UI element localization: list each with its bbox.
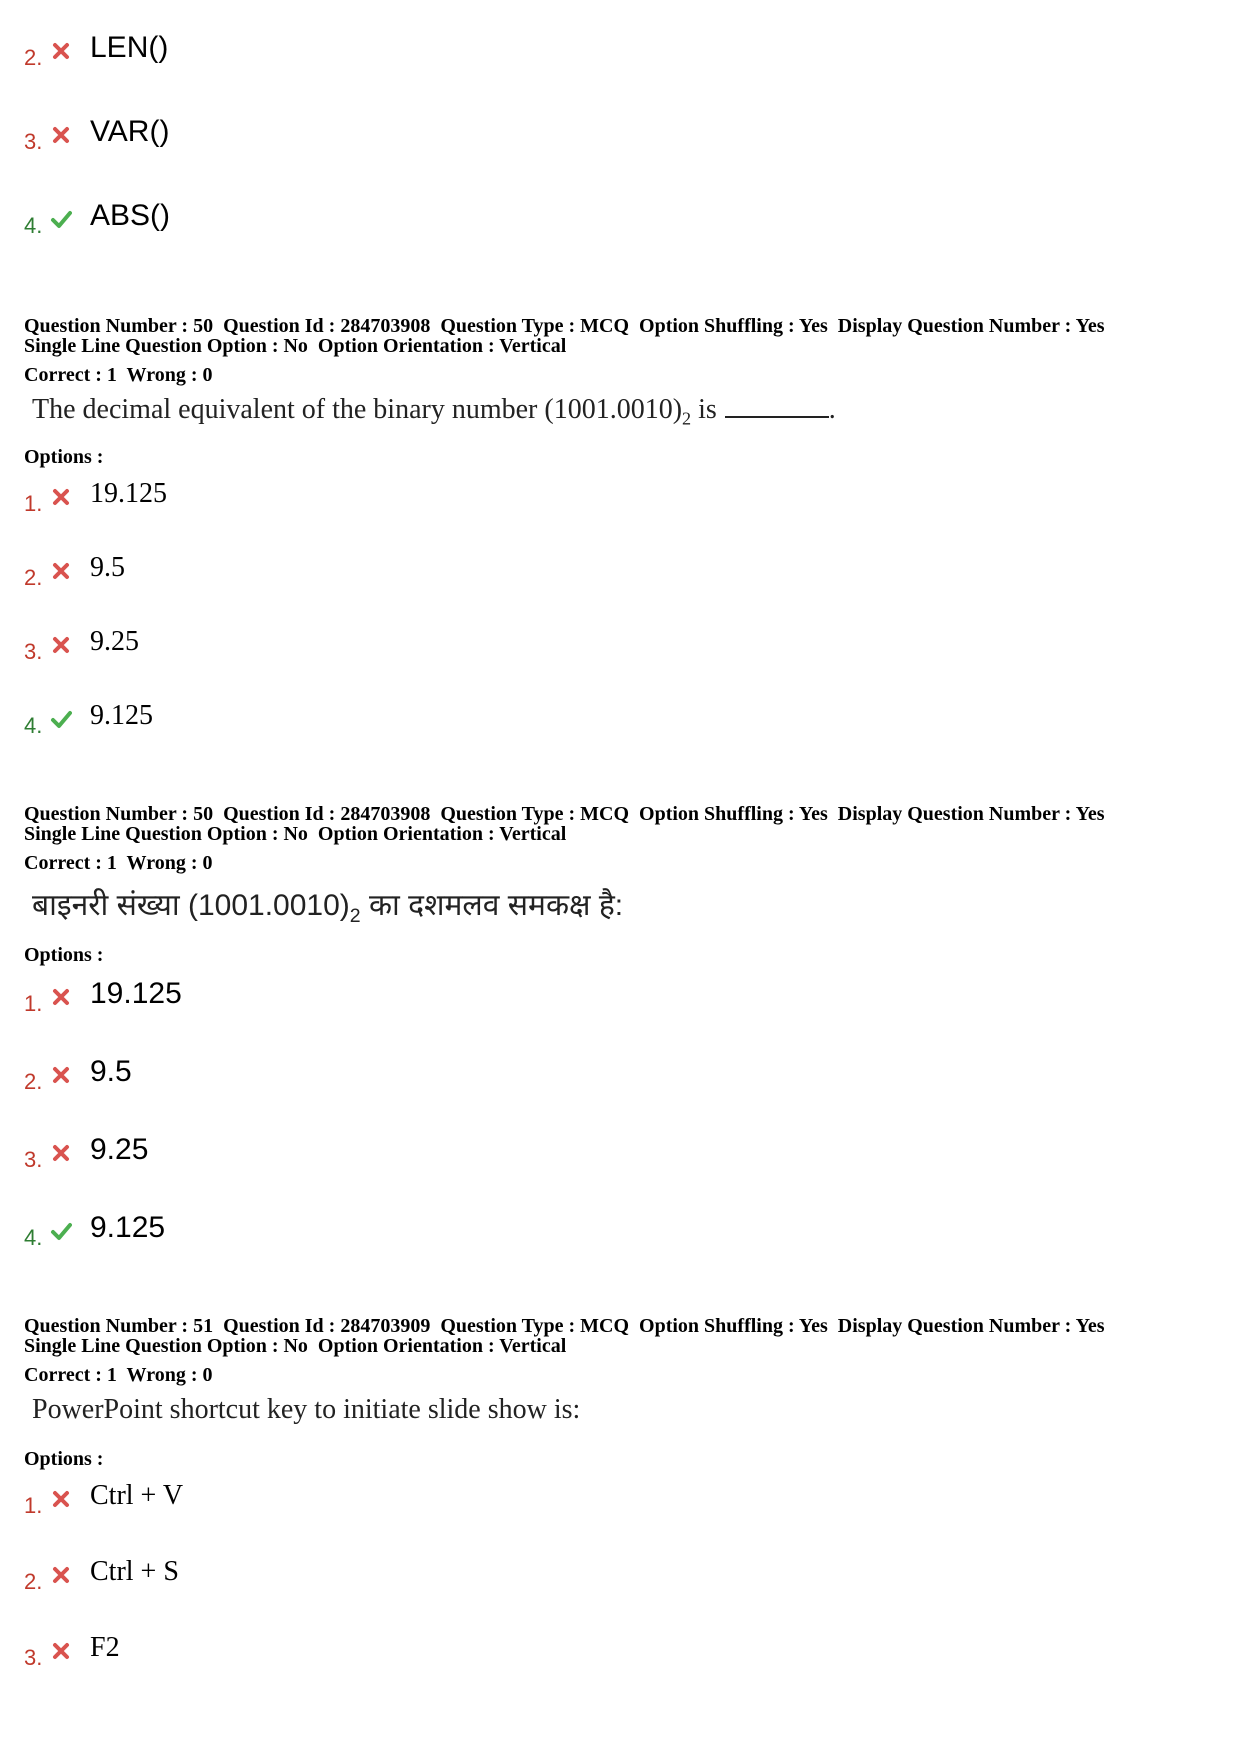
option-text: 19.125 xyxy=(90,478,167,509)
wrong-cross-icon xyxy=(50,124,72,146)
question-meta xyxy=(24,1316,1224,1356)
question-meta xyxy=(24,804,1224,844)
option-text: VAR() xyxy=(90,115,170,148)
correct-check-icon xyxy=(50,208,72,230)
option-text: 9.125 xyxy=(90,700,153,731)
wrong-cross-icon xyxy=(50,560,72,582)
option-number: 1. xyxy=(24,991,43,1016)
option-number: 4. xyxy=(24,1225,43,1250)
question-text: The decimal equivalent of the binary number $(1001.0010)_2$ is . xyxy=(32,394,836,429)
option-text: 9.25 xyxy=(90,1133,149,1166)
option-text: ABS() xyxy=(90,199,171,232)
option-text: 9.5 xyxy=(90,552,125,583)
wrong-cross-icon xyxy=(50,634,72,656)
meta-line-2: Single Line Question Option : No Option Orientation : Vertical xyxy=(24,1335,567,1357)
option-number: 3. xyxy=(24,129,43,154)
option-number: 2. xyxy=(24,1569,43,1594)
wrong-cross-icon xyxy=(50,986,72,1008)
option-text: Ctrl + V xyxy=(90,1480,184,1511)
meta-line-1: Question Number : 51 Question Id : 284703909 Question Type : MCQ Option Shuffling : Yes Display Question Number : Yes xyxy=(24,1315,1105,1337)
option-number: 1. xyxy=(24,491,43,516)
option-text: 9.25 xyxy=(90,626,139,657)
correct-check-icon xyxy=(50,708,72,730)
option-text: 9.125 xyxy=(90,1211,166,1244)
option-number: 3. xyxy=(24,639,43,664)
question-text: बाइनरी संख्या $(1001.0010)_2$ का दशमलव समकक्ष है: xyxy=(32,889,624,927)
option-number: 3. xyxy=(24,1645,43,1670)
option-number: 2. xyxy=(24,565,43,590)
answer-blank xyxy=(725,394,829,418)
wrong-cross-icon xyxy=(50,1064,72,1086)
options-label: Options : xyxy=(24,944,104,966)
option-text: 9.5 xyxy=(90,1055,132,1088)
question-text: PowerPoint shortcut key to initiate slide show is: xyxy=(32,1394,581,1425)
option-number: 4. xyxy=(24,713,43,738)
correct-wrong-marks: Correct : 1 Wrong : 0 xyxy=(24,364,213,386)
option-number: 3. xyxy=(24,1147,43,1172)
wrong-cross-icon xyxy=(50,1640,72,1662)
question-meta xyxy=(24,316,1224,356)
option-number: 1. xyxy=(24,1493,43,1518)
options-label: Options : xyxy=(24,446,104,468)
meta-line-1: Question Number : 50 Question Id : 284703908 Question Type : MCQ Option Shuffling : Yes Display Question Number : Yes xyxy=(24,803,1105,825)
option-text: 19.125 xyxy=(90,977,182,1010)
meta-line-2: Single Line Question Option : No Option Orientation : Vertical xyxy=(24,335,567,357)
correct-wrong-marks: Correct : 1 Wrong : 0 xyxy=(24,1364,213,1386)
option-text: Ctrl + S xyxy=(90,1556,179,1587)
option-number: 2. xyxy=(24,1069,43,1094)
option-number: 2. xyxy=(24,45,43,70)
meta-line-2: Single Line Question Option : No Option Orientation : Vertical xyxy=(24,823,567,845)
correct-check-icon xyxy=(50,1220,72,1242)
option-text: F2 xyxy=(90,1632,120,1663)
wrong-cross-icon xyxy=(50,1564,72,1586)
meta-line-1: Question Number : 50 Question Id : 284703908 Question Type : MCQ Option Shuffling : Yes Display Question Number : Yes xyxy=(24,315,1105,337)
option-text: LEN() xyxy=(90,31,169,64)
wrong-cross-icon xyxy=(50,1488,72,1510)
option-number: 4. xyxy=(24,213,43,238)
wrong-cross-icon xyxy=(50,486,72,508)
wrong-cross-icon xyxy=(50,40,72,62)
options-label: Options : xyxy=(24,1448,104,1470)
wrong-cross-icon xyxy=(50,1142,72,1164)
correct-wrong-marks: Correct : 1 Wrong : 0 xyxy=(24,852,213,874)
